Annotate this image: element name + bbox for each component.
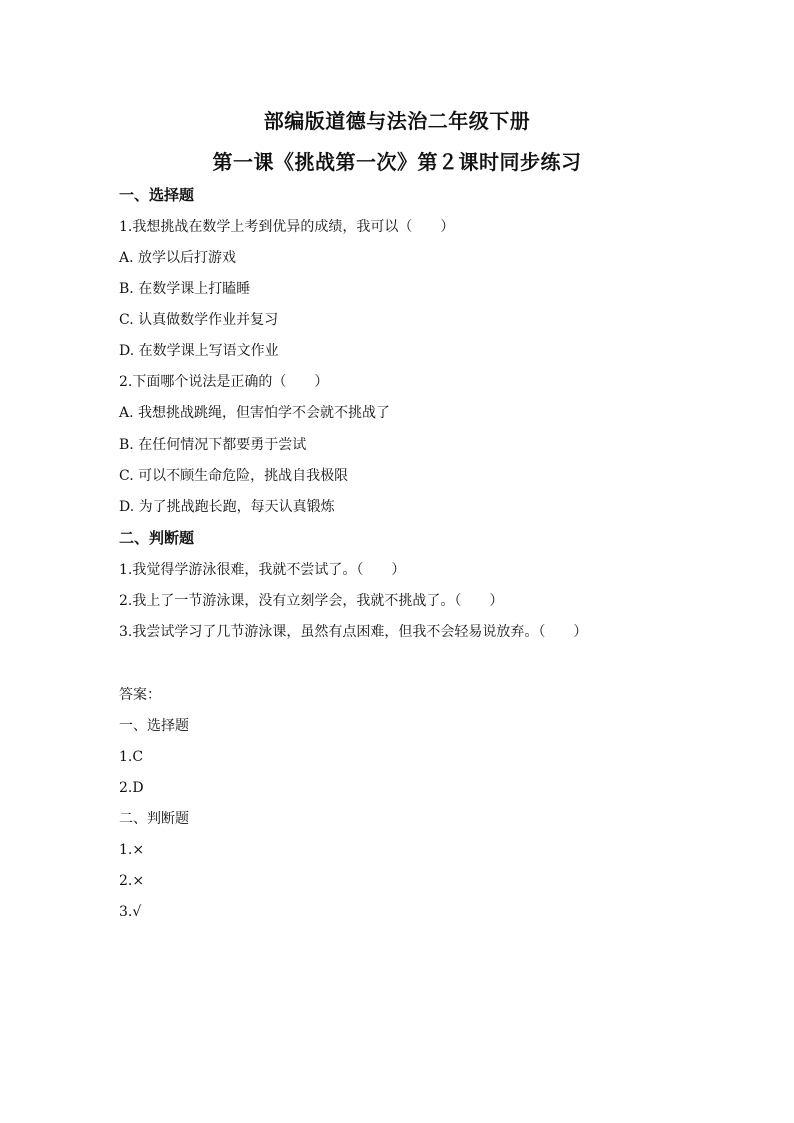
document-title: 部编版道德与法治二年级下册 bbox=[263, 109, 531, 133]
document-subtitle: 第一课《挑战第一次》第２课时同步练习 bbox=[212, 150, 582, 174]
answer-choice-1: 1.C bbox=[119, 749, 144, 765]
section-heading-choice: 一、选择题 bbox=[119, 186, 195, 204]
question-1-option-c: C. 认真做数学作业并复习 bbox=[119, 312, 279, 328]
answer-judgement-1: 1.× bbox=[119, 842, 145, 858]
answers-section-judgement: 二、判断题 bbox=[119, 811, 189, 827]
answer-judgement-2: 2.× bbox=[119, 873, 145, 889]
answer-choice-2: 2.D bbox=[119, 780, 144, 796]
section-heading-judgement: 二、判断题 bbox=[119, 529, 195, 547]
answers-section-choice: 一、选择题 bbox=[119, 718, 189, 734]
question-2-stem: 2.下面哪个说法是正确的（ ） bbox=[119, 374, 329, 390]
answer-judgement-3: 3.√ bbox=[119, 904, 142, 920]
question-2-option-b: B. 在任何情况下都要勇于尝试 bbox=[119, 437, 307, 453]
judgement-question-1: 1.我觉得学游泳很难，我就不尝试了。（ ） bbox=[119, 562, 406, 578]
answers-label: 答案： bbox=[119, 687, 161, 703]
question-1-option-a: A. 放学以后打游戏 bbox=[119, 250, 237, 266]
judgement-question-2: 2.我上了一节游泳课，没有立刻学会，我就不挑战了。（ ） bbox=[119, 593, 504, 609]
question-2-option-d: D. 为了挑战跑长跑，每天认真锻炼 bbox=[119, 499, 335, 515]
question-2-option-c: C. 可以不顾生命危险，挑战自我极限 bbox=[119, 468, 349, 484]
question-2-option-a: A. 我想挑战跳绳，但害怕学不会就不挑战了 bbox=[119, 405, 391, 421]
question-1-option-d: D. 在数学课上写语文作业 bbox=[119, 343, 279, 359]
question-1-stem: 1.我想挑战在数学上考到优异的成绩，我可以（ ） bbox=[119, 219, 455, 235]
judgement-question-3: 3.我尝试学习了几节游泳课，虽然有点困难，但我不会轻易说放弃。（ ） bbox=[119, 624, 588, 640]
question-1-option-b: B. 在数学课上打瞌睡 bbox=[119, 281, 251, 297]
